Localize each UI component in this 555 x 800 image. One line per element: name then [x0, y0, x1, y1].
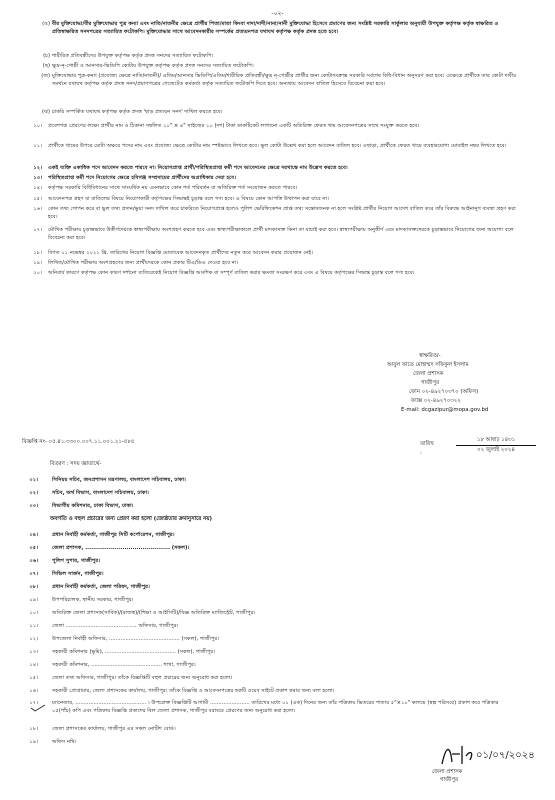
item-number: ০৯।	[29, 597, 38, 603]
distribution-item	[29, 502, 510, 510]
list-item	[33, 195, 526, 203]
item-text: সিনিয়র সচিব, জনপ্রশাসন মন্ত্রণালয়, বাংলাদেশ সচিবালয়, ঢাকা।	[52, 477, 186, 483]
item-number: ০১।	[29, 477, 38, 483]
fax-number: ফ্যাক্স ০২-৪৯২৭০৩২২	[411, 398, 461, 404]
item-number: ১৮।	[29, 726, 38, 732]
item-text: সচিব, অর্থ বিভাগ, বাংলাদেশ সচিবালয়, ঢাকা।	[52, 490, 149, 496]
date-english: ০২ জুলাই ২০২৪	[477, 447, 515, 453]
item-text: জেলা ........................................... অফিসার, গাজীপুর।	[52, 623, 179, 629]
list-item	[33, 249, 526, 257]
subitem-mark: (ঝ)	[42, 109, 50, 115]
item-number: ১১।	[29, 623, 38, 629]
phone-number: ফোন ০২-৪৯২৭০৩৭০ (অফিস)	[409, 389, 479, 395]
item-number: ১৯।	[33, 260, 42, 266]
item-number: ০৫।	[29, 545, 38, 551]
distribution-item	[29, 531, 510, 539]
distribution-item	[29, 583, 510, 591]
distribution-item	[29, 635, 510, 643]
list-item	[33, 259, 526, 267]
item-text: সিভিল সার্জন, গাজীপুর।	[52, 571, 104, 577]
subitem-mark: (চ)	[43, 53, 50, 59]
item-text: অফিস নথি।	[52, 739, 77, 745]
item-text: কোন তথ্য গোপন করে বা ভুল তথ্য প্রদান/ভুয়া সনদ দাখিল করে চাকরিতে নিয়োগপ্রাপ্ত হলেও পুলিশ ভেরিফিকেশন প্রাপ্ত তথ্য সন্তোষজনক না হলে সংশ্লিষ্ট প্রার্থীর নিয়োগ আদেশ বাতিল করে তাঁর বিরুদ্ধে আইনানুগ ব্যবস্থা গ্রহণ করা হবে।	[48, 206, 516, 220]
subitem-uma	[42, 20, 522, 36]
item-text: অনিবার্য কারণে কর্তৃপক্ষ কোন কারণ দর্শানো ব্যতিরেকেই নিয়োগ বিজ্ঞপ্তি আংশিক বা সম্পূর্ণ বাতিল করার ক্ষমতা সংরক্ষণ করে এবং এ বিষয়ে কর্তৃপক্ষের সিদ্ধান্ত চূড়ান্ত বলে গণ্য হবে।	[48, 270, 415, 276]
distribution-item	[29, 489, 510, 497]
item-text: ম্যানেজার, ........................................... । উপরোক্ত বিজ্ঞপ্তিটি আগামী ........................ তারিখের মধ্যে ০১ (এক) দিনের জন্য তাঁর পত্রিকায় ভিতরের পাতায় ৫"×১০" কলামে (স্বল্প পরিসরে) প্রকাশ করে পত্রিকার ০৫(পাঁচ) কপি এবং পত্রিকায় বিজ্ঞপ্তি প্রকাশের বিল জেলা প্রশাসক, গাজীপুর বরাবরে প্রেরণের জন্য অনুরোধ করা হলো।	[52, 700, 499, 714]
item-text: সহকারী প্রোগ্রামার, জেলা প্রশাসকের কার্যালয়, গাজীপুর। তাঁকে বিজ্ঞপ্তি ও আবেদনপত্রের ছকটি ওয়েব সাইটে প্রকাশ করার জন্য বলা হলো।	[52, 688, 335, 694]
distribution-item	[29, 699, 510, 715]
item-text: প্রধান নির্বাহী কর্মকর্তা, জেলা পরিষদ, গাজীপুর।	[52, 584, 150, 590]
bottom-district: গাজীপুর	[440, 777, 459, 783]
distribution-item	[29, 609, 510, 617]
distribution-item	[29, 544, 510, 552]
subitem-text: মুক্তিযোদ্ধার পুত্র-কন্যা (প্রযোজ্য ক্ষেত্রে নাতি/নাতনী)/ এতিম/আনসার ভিডিপি/এতিম/শারীরিক প্রতিবন্ধী/ক্ষুদ্র নৃ-গোষ্ঠীর প্রার্থীর জন্য কোটাসংক্রান্ত সরকারি সর্বশেষ বিধি-বিধান অনুসরণ করা হবে। এক্ষেত্রে প্রার্থীকে তার কোটা দাবীর সমর্থনে যথাযথ কর্তৃপক্ষ কর্তৃক প্রদত্ত সনদ/প্রমাণপত্রের গেজেটেড কর্মকর্তা কর্তৃক সত্যায়িত ফটোকপি দিতে হবে। অন্যথায় আবেদন বাতিল হিসেবে বিবেচনা করা হবে।	[52, 73, 517, 87]
item-text: প্রধান নির্বাহী কর্মকর্তা, গাজীপুর সিটি কর্পোরেশন, গাজীপুর।	[52, 532, 175, 538]
signatory-designation: জেলা প্রশাসক	[413, 371, 444, 377]
subitem-mark: (ঙ)	[42, 21, 50, 27]
list-item	[33, 142, 526, 150]
subitem-text: বীর মুক্তিযোদ্ধা/বীর মুক্তিযোদ্ধার পুত্র কন্যা এবং নাতি/নাতনীর ক্ষেত্রে প্রার্থীর পিতা/মাতা কিংবা দাদা/দাদী/নানা/নানী মুক্তিযোদ্ধা হিসেবে প্রমাণের জন্য সংশ্লিষ্ট সরকারি সার্কুলার অনুযায়ী উপযুক্ত কর্তৃপক্ষ কর্তৃক স্বাক্ষরিত ও প্রতিস্বাক্ষরিত সনদপত্রের সত্যায়িত ফটোকপি। মুক্তিযোদ্ধার সাথে আবেদনকারীর সম্পর্কের প্রত্যয়নপত্র যথাযথ কর্তৃপক্ষ কর্তৃক প্রদত্ত হতে হবে।	[52, 21, 499, 35]
distribution-item	[29, 622, 510, 630]
item-number: ১৬।	[33, 206, 42, 212]
bottom-designation: জেলা প্রশাসক	[432, 769, 463, 775]
item-number: ০৭।	[29, 571, 38, 577]
distribution-item	[29, 596, 510, 604]
distribution-item	[29, 687, 510, 695]
subitem-cha	[43, 52, 522, 60]
item-number: ১১।	[33, 143, 42, 149]
signatory-district: গাজীপুর	[421, 380, 440, 386]
item-text: জেলা প্রশাসকের কার্যালয়, গাজীপুর এর সকল নোটিশ বোর্ড।	[52, 726, 176, 732]
list-item	[33, 226, 526, 242]
item-number: ১৭।	[29, 700, 38, 706]
item-number: ১৩।	[29, 649, 38, 655]
email-address: E-mail: dcgazipur@mopa.gov.bd	[401, 407, 489, 413]
distribution-item	[29, 661, 510, 669]
signatory-name: আবুল ফাতে মোহাম্মদ সফিকুল ইসলাম	[387, 362, 469, 368]
item-number: ১০।	[33, 123, 42, 129]
item-text: আবেদনপত্র গ্রহণ বা বাতিলের বিষয়ে নিয়োগকারী কর্তৃপক্ষের সিদ্ধান্তই চূড়ান্ত বলে গণ্য হবে। এ বিষয়ে কোন আপত্তি উত্থাপন করা যাবে না।	[48, 196, 329, 202]
item-number: ১০।	[29, 610, 38, 616]
subitem-ja	[41, 72, 522, 88]
list-item	[33, 164, 526, 172]
item-number: ১৮।	[33, 250, 42, 256]
item-number: ২০।	[33, 270, 42, 276]
item-text: বিগত ০১ নভেম্বর ২০২১ খ্রি. তারিখের নিয়োগ বিজ্ঞপ্তি মোতাবেক আবেদনকৃত প্রার্থীদের নতুন করে আবেদন করার প্রয়োজন নেই।	[48, 250, 314, 256]
item-text: জেলা প্রশাসক, ........................................... (সকল)।	[52, 545, 190, 551]
item-text: উপপরিচালক, স্থানীয় সরকার, গাজীপুর।	[52, 597, 134, 603]
signed-label: স্বাক্ষরিত/-	[419, 353, 441, 359]
item-number: ১৪।	[29, 662, 38, 668]
item-number: ১৫।	[29, 675, 38, 681]
item-number: ১২।	[29, 636, 38, 642]
item-text: কর্তৃপক্ষ সরকারি বিধিবিধানের সাথে সাংঘর্ষিক নয় এমনভাবে কোন শর্ত পরিবর্তন বা অতিরিক্ত শর্ত সংযোজন করতে পারবে।	[48, 185, 298, 191]
item-text: লিখিত/মৌখিক পরীক্ষায় অংশগ্রহণের জন্য প্রার্থীদেরকে কোন প্রকার টিএ/ডিএ দেওয়া হবে না।	[48, 260, 239, 266]
distribution-item	[29, 725, 510, 733]
item-number: ১৯।	[29, 739, 38, 745]
distribution-header: বিতরণ : সদয় জ্ঞাতার্থে-	[50, 461, 102, 467]
subitem-mark: (ছ)	[42, 63, 50, 69]
subitem-jha	[42, 108, 522, 116]
item-number: ১৪।	[33, 185, 42, 191]
item-number: ১২।	[33, 165, 42, 171]
distribution-subheader: অবগতি ও বহুল প্রচারের জন্য প্রেরণ করা হলো (জ্যেষ্ঠতার ক্রমানুসারে নয়)	[50, 516, 213, 522]
item-text: সহকারী কমিশনার (ভূমি), ........................................... (সকল), গাজীপুর।	[52, 649, 216, 655]
subitem-mark: (জ)	[41, 73, 50, 79]
item-text: সহকারী কমিশনার, ........................................... শাখা, গাজীপুর।	[52, 662, 196, 668]
list-item	[33, 174, 526, 182]
handwritten-date: ০১/০৭/২০২৪	[476, 750, 535, 761]
list-item	[33, 122, 526, 130]
subitem-text: শারীরিক প্রতিবন্ধীদের উপযুক্ত কর্তৃপক্ষ কর্তৃক প্রদত্ত সনদের সত্যায়িত ফটোকপি।	[52, 53, 214, 59]
item-text: মৌখিক পরীক্ষায় চূড়ান্তভাবে উত্তীর্ণদেরকে স্বাস্থ্যপরীক্ষায় অংশগ্রহণ করতে হবে এবং স্বাস্থ্যপরীক্ষাকালে প্রার্থী মাদকাসক্ত কিনা তা যাচাই করা হবে। স্বাস্থ্যপরীক্ষায় অনুত্তীর্ণ এবং মাদকাসক্তদেরকে চূড়ান্তভাবে নিয়োগের জন্য অযোগ্য বলে বিবেচনা করা হবে।	[48, 227, 514, 241]
item-number: ০৪।	[29, 532, 38, 538]
subitem-text: চাকরি সম্পর্কিত যথাযথ কর্তৃপক্ষ কর্তৃক প্রদত্ত 'ছাড় প্রত্যয়ন সনদ' দাখিল করতে হবে।	[52, 109, 223, 115]
date-label: তারিখ :	[420, 441, 434, 456]
list-item	[33, 269, 526, 277]
item-text: প্রার্থীকে খামের উপরে মোটা অক্ষরে পদের নাম এবং প্রযোজ্য ক্ষেত্রে কোটার নাম স্পষ্টভাবে লিখতে হবে। ভুল কোটা উল্লেখ করা হলে আবেদন বাতিল হবে। এছাড়া, প্রার্থীকে ফেরত খামে ব্যবহারযোগ্য মোবাইল নম্বর লিখতে হবে।	[48, 143, 507, 149]
distribution-item	[29, 674, 510, 682]
subitem-chha	[42, 62, 522, 70]
item-number: ১৫।	[33, 196, 42, 202]
item-number: ০৮।	[29, 584, 38, 590]
distribution-item	[29, 570, 510, 578]
bottom-signatory	[432, 768, 462, 784]
handwritten-signature	[440, 740, 540, 768]
signature-block	[387, 352, 545, 415]
item-number: ০৬।	[29, 558, 38, 564]
item-text: উপজেলা নির্বাহী অফিসার, ........................................... (সকল), গাজীপুর।	[52, 636, 220, 642]
item-text: একই ব্যক্তি একাধিক পদে আবেদন করতে পারবে না। নিয়োগপ্রাপ্ত প্রার্থী/পরিস্থিতপ্রাপ্ত কর্মী পদে আবেদনের ক্ষেত্রে দরখাস্তে নাম উল্লেখ করতে হবে।	[48, 165, 348, 171]
item-text: প্রবেশপত্র প্রেরণের লক্ষ্যে প্রার্থীর নাম ও ঠিকানা সম্বলিত ১০" × ৪" সাইজের ১০ (দশ) টাকা ডাকটিকেট লাগানো একটি অতিরিক্ত ফেরত খাম আবেদনপত্রের সাথে সংযুক্ত করতে হবে।	[48, 123, 420, 129]
item-text: অতিরিক্ত জেলা প্রশাসক(সার্বিক)/(রাজস্ব)/(শিক্ষা ও আইসিটি)/বিজ্ঞ অতিরিক্ত ম্যাজিস্ট্রেট, গাজীপুর।	[52, 610, 256, 616]
item-text: পরিস্থিতপ্রাপ্ত কর্মী পদে নিয়োগের ক্ষেত্রে হবিগঞ্জ সম্প্রদায়ের প্রার্থীদের অগ্রাধিকার দেয়া হবে।	[48, 175, 237, 181]
list-item	[33, 184, 526, 192]
distribution-item	[29, 476, 510, 484]
item-number: ০২।	[29, 490, 38, 496]
item-text: পুলিশ সুপার, গাজীপুর।	[52, 558, 101, 564]
item-number: ১৭।	[33, 227, 42, 233]
item-number: ০৩।	[29, 503, 38, 509]
item-text: জেলা তথ্য অফিসার, গাজীপুর। তাঁকে বিজ্ঞপ্তিটি বহুল প্রচারের জন্য অনুরোধ করা হলো।	[52, 675, 233, 681]
distribution-item	[29, 648, 510, 656]
memo-reference: বিজ্ঞপ্তি নং- ০৫.৪১.৩৩০০.০০৭.১১.০০১.২১-৫৮৫	[22, 439, 135, 445]
item-text: বিভাগীয় কমিশনার, ঢাকা বিভাগ, ঢাকা।	[52, 503, 134, 509]
handwritten-tick-mark	[30, 704, 46, 712]
page-number: -০২-	[271, 10, 284, 17]
list-item	[33, 205, 526, 221]
item-number: ১৩।	[33, 175, 42, 181]
subitem-text: ক্ষুদ্র-নৃ-গোষ্ঠী ও আনসার-ভিডিপি কোটায় উপযুক্ত কর্তৃপক্ষ কর্তৃক প্রদত্ত সনদের সত্যায়িত ফটোকপি।	[52, 63, 254, 69]
distribution-item	[29, 557, 510, 565]
date-bangla: ১৮ আষাঢ় ১৪৩১	[456, 436, 536, 446]
item-number: ১৬।	[29, 688, 38, 694]
